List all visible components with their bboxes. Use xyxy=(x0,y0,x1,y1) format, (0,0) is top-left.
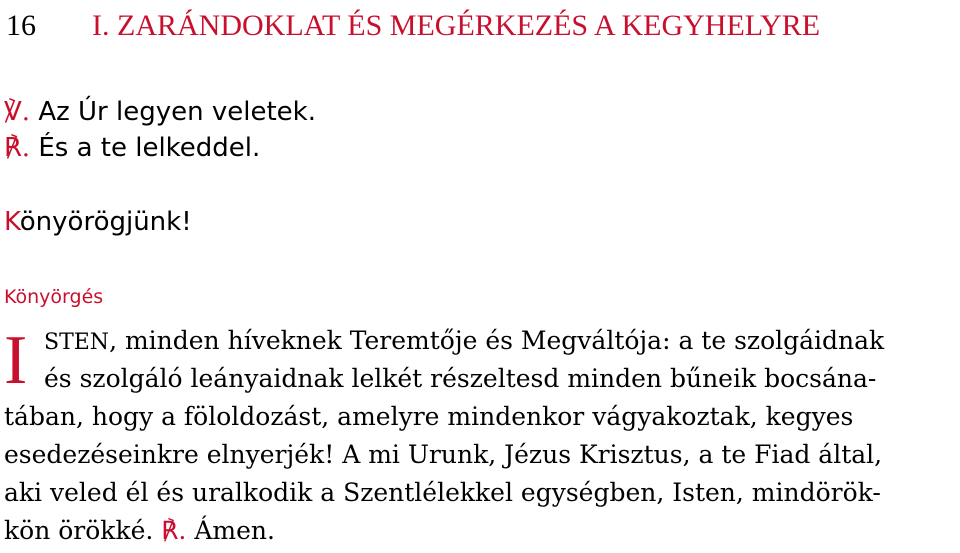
page-number: 16 xyxy=(6,9,36,42)
versicle-mark: ℣. xyxy=(4,97,31,127)
collect-smallcaps: STEN xyxy=(44,330,110,355)
invitation-text: önyörögjünk! xyxy=(19,207,192,237)
collect-line-6-text: kön örökké. xyxy=(4,516,154,545)
collect-line-1-text: , minden híveknek Teremtője és Megváltója: a te szolgáidnak xyxy=(109,326,885,355)
amen-text: Ámen. xyxy=(194,516,275,545)
prayer-label: Könyörgés xyxy=(4,286,104,308)
versicle-text: Az Úr legyen veletek. xyxy=(38,97,316,127)
collect-line-3: tában, hogy a föloldozást, amelyre mindenkor vágyakoztak, kegyes xyxy=(4,402,854,431)
invitation-initial: K xyxy=(4,207,20,237)
response-line xyxy=(4,132,260,164)
drop-cap: I xyxy=(4,322,28,399)
collect-line-6 xyxy=(4,512,954,550)
collect-line-2: és szolgáló leányaidnak lelkét részeltesd minden bűneik bocsána- xyxy=(44,364,877,393)
chapter-title: I. ZARÁNDOKLAT ÉS MEGÉRKEZÉS A KEGYHELYRE xyxy=(92,9,821,42)
response-text: És a te lelkeddel. xyxy=(38,133,261,163)
versicle-line xyxy=(4,96,316,128)
collect-prayer xyxy=(4,322,954,550)
page-header xyxy=(6,8,956,44)
collect-line-4: esedezéseinkre elnyerjék! A mi Urunk, Jézus Krisztus, a te Fiad által, xyxy=(4,440,883,469)
collect-line-1 xyxy=(4,322,954,360)
collect-line-5: aki veled él és uralkodik a Szentlélekkel egységben, Isten, mindörök- xyxy=(4,478,881,507)
response-mark: ℟. xyxy=(4,133,31,163)
amen-mark: ℟. xyxy=(161,516,187,545)
invitation-line xyxy=(4,206,192,238)
